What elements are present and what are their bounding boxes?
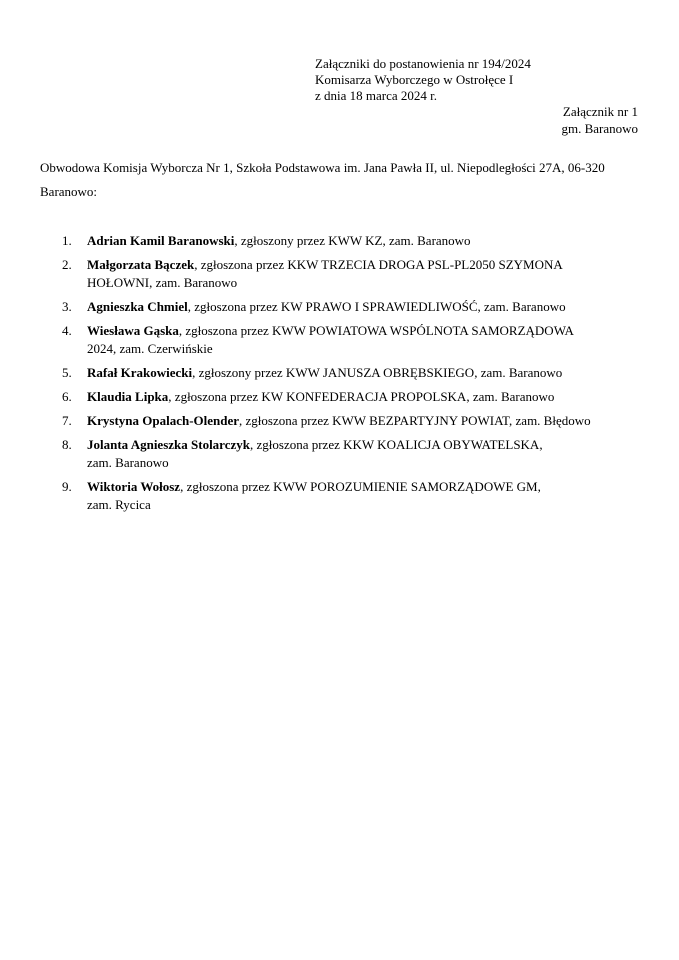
member-line-2: zam. Baranowo bbox=[87, 455, 169, 470]
member-item bbox=[62, 298, 622, 316]
member-line-2: HOŁOWNI, zam. Baranowo bbox=[87, 275, 238, 290]
resolution-header-line-2: Komisarza Wyborczego w Ostrołęce I bbox=[315, 72, 514, 87]
member-item bbox=[62, 232, 622, 250]
member-number: 6. bbox=[62, 389, 72, 404]
member-line-1 bbox=[87, 388, 622, 406]
member-name: Wiktoria Wołosz bbox=[87, 479, 181, 494]
member-item bbox=[62, 436, 622, 472]
member-number: 4. bbox=[62, 323, 72, 338]
member-details: , zgłoszona przez KKW KOALICJA OBYWATELSKA, bbox=[250, 437, 543, 452]
member-name: Adrian Kamil Baranowski bbox=[87, 233, 235, 248]
member-line-1 bbox=[87, 232, 622, 250]
member-item bbox=[62, 256, 622, 292]
member-details: , zgłoszona przez KWW BEZPARTYJNY POWIAT, zam. Błędowo bbox=[239, 413, 591, 428]
member-number: 9. bbox=[62, 479, 72, 494]
commission-description-line-2: Baranowo: bbox=[40, 184, 98, 199]
member-item bbox=[62, 364, 622, 382]
commission-description-line-1: Obwodowa Komisja Wyborcza Nr 1, Szkoła Podstawowa im. Jana Pawła II, ul. Niepodległości 27A, 06-320 bbox=[40, 160, 605, 175]
member-number: 1. bbox=[62, 233, 72, 248]
member-line-1 bbox=[87, 364, 622, 382]
member-line-1 bbox=[87, 322, 622, 340]
annex-gmina: gm. Baranowo bbox=[561, 121, 638, 136]
member-number: 2. bbox=[62, 257, 72, 272]
member-name: Klaudia Lipka bbox=[87, 389, 169, 404]
member-details: , zgłoszona przez KW KONFEDERACJA PROPOLSKA, zam. Baranowo bbox=[168, 389, 555, 404]
member-item bbox=[62, 478, 622, 514]
annex-label bbox=[561, 103, 638, 137]
member-details: , zgłoszona przez KKW TRZECIA DROGA PSL-PL2050 SZYMONA bbox=[194, 257, 563, 272]
member-name: Wiesława Gąska bbox=[87, 323, 179, 338]
resolution-header-line-1: Załączniki do postanowienia nr 194/2024 bbox=[315, 56, 531, 71]
member-name: Rafał Krakowiecki bbox=[87, 365, 193, 380]
member-details: , zgłoszona przez KW PRAWO I SPRAWIEDLIWOŚĆ, zam. Baranowo bbox=[187, 299, 566, 314]
member-name: Jolanta Agnieszka Stolarczyk bbox=[87, 437, 250, 452]
member-item bbox=[62, 388, 622, 406]
member-details: , zgłoszony przez KWW JANUSZA OBRĘBSKIEGO, zam. Baranowo bbox=[192, 365, 563, 380]
member-item bbox=[62, 322, 622, 358]
member-line-1 bbox=[87, 478, 622, 496]
resolution-header bbox=[315, 56, 531, 104]
member-item bbox=[62, 412, 622, 430]
member-details: , zgłoszona przez KWW POROZUMIENIE SAMORZĄDOWE GM, bbox=[180, 479, 541, 494]
member-line-2: 2024, zam. Czerwińskie bbox=[87, 341, 213, 356]
member-details: , zgłoszony przez KWW KZ, zam. Baranowo bbox=[234, 233, 471, 248]
member-line-1 bbox=[87, 412, 622, 430]
member-details: , zgłoszona przez KWW POWIATOWA WSPÓLNOTA SAMORZĄDOWA bbox=[178, 323, 574, 338]
member-number: 3. bbox=[62, 299, 72, 314]
commission-description bbox=[40, 156, 640, 204]
members-list bbox=[62, 232, 622, 520]
member-number: 7. bbox=[62, 413, 72, 428]
member-number: 8. bbox=[62, 437, 72, 452]
resolution-header-line-3: z dnia 18 marca 2024 r. bbox=[315, 88, 438, 103]
member-line-1 bbox=[87, 256, 622, 274]
annex-title: Załącznik nr 1 bbox=[562, 104, 638, 119]
member-line-1 bbox=[87, 298, 622, 316]
member-name: Agnieszka Chmiel bbox=[87, 299, 188, 314]
member-line-2: zam. Rycica bbox=[87, 497, 151, 512]
member-line-1 bbox=[87, 436, 622, 454]
member-number: 5. bbox=[62, 365, 72, 380]
member-name: Krystyna Opalach-Olender bbox=[87, 413, 240, 428]
member-name: Małgorzata Bączek bbox=[87, 257, 195, 272]
